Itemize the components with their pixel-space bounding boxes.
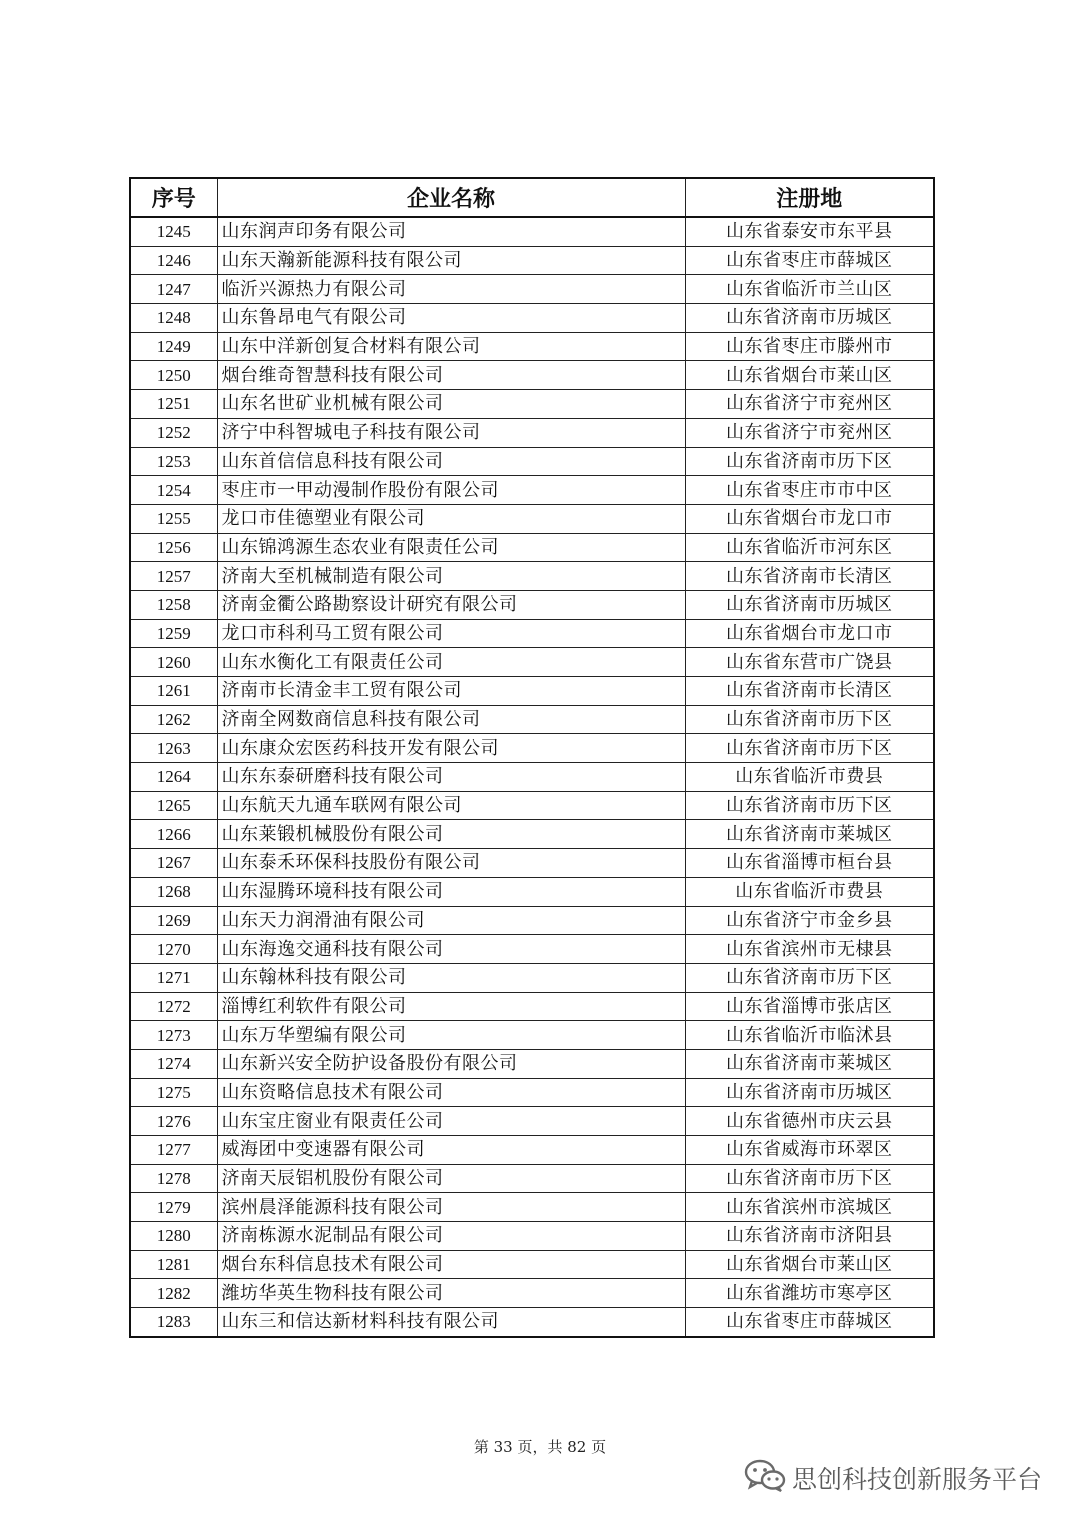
serial-cell: 1280 (130, 1222, 217, 1251)
registration-place-cell: 山东省枣庄市薛城区 (685, 1308, 934, 1337)
serial-cell: 1271 (130, 963, 217, 992)
serial-cell: 1257 (130, 562, 217, 591)
company-name-cell: 龙口市佳德塑业有限公司 (217, 504, 685, 533)
company-name-cell: 山东湿腾环境科技有限公司 (217, 877, 685, 906)
serial-cell: 1282 (130, 1279, 217, 1308)
table-row (130, 677, 934, 706)
registration-place-cell: 山东省济南市莱城区 (685, 820, 934, 849)
serial-cell: 1267 (130, 849, 217, 878)
table-row (130, 1250, 934, 1279)
serial-cell: 1264 (130, 763, 217, 792)
table-row (130, 849, 934, 878)
company-name-cell: 山东三和信达新材料科技有限公司 (217, 1308, 685, 1337)
registration-place-cell: 山东省枣庄市市中区 (685, 476, 934, 505)
company-name-cell: 山东锦鸿源生态农业有限责任公司 (217, 533, 685, 562)
registration-place-cell: 山东省济南市历下区 (685, 1164, 934, 1193)
company-name-cell: 济南栋源水泥制品有限公司 (217, 1222, 685, 1251)
company-name-cell: 山东航天九通车联网有限公司 (217, 791, 685, 820)
table-row (130, 1136, 934, 1165)
company-name-cell: 济南金衢公路勘察设计研究有限公司 (217, 590, 685, 619)
company-name-cell: 山东润声印务有限公司 (217, 217, 685, 246)
serial-cell: 1249 (130, 332, 217, 361)
registration-place-cell: 山东省济南市长清区 (685, 677, 934, 706)
company-name-cell: 山东资略信息技术有限公司 (217, 1078, 685, 1107)
serial-cell: 1252 (130, 418, 217, 447)
company-name-cell: 山东海逸交通科技有限公司 (217, 935, 685, 964)
serial-cell: 1260 (130, 648, 217, 677)
serial-cell: 1263 (130, 734, 217, 763)
table-row (130, 217, 934, 246)
serial-cell: 1272 (130, 992, 217, 1021)
registration-place-cell: 山东省济南市历城区 (685, 590, 934, 619)
table-row (130, 619, 934, 648)
table-row (130, 935, 934, 964)
serial-cell: 1275 (130, 1078, 217, 1107)
registration-place-cell: 山东省临沂市费县 (685, 763, 934, 792)
company-name-cell: 山东水衡化工有限责任公司 (217, 648, 685, 677)
company-name-cell: 济宁中科智城电子科技有限公司 (217, 418, 685, 447)
company-name-cell: 威海团中变速器有限公司 (217, 1136, 685, 1165)
registration-place-cell: 山东省烟台市莱山区 (685, 361, 934, 390)
registration-place-cell: 山东省济南市历下区 (685, 963, 934, 992)
registration-place-cell: 山东省济南市历下区 (685, 734, 934, 763)
serial-cell: 1258 (130, 590, 217, 619)
company-name-cell: 山东新兴安全防护设备股份有限公司 (217, 1049, 685, 1078)
serial-cell: 1278 (130, 1164, 217, 1193)
table-row (130, 992, 934, 1021)
company-name-cell: 山东鲁昂电气有限公司 (217, 304, 685, 333)
page-number: 第 33 页，共 82 页 (473, 1438, 607, 1456)
serial-cell: 1250 (130, 361, 217, 390)
table-header-row (130, 178, 934, 217)
company-name-cell: 烟台东科信息技术有限公司 (217, 1250, 685, 1279)
serial-cell: 1268 (130, 877, 217, 906)
serial-cell: 1247 (130, 275, 217, 304)
company-name-cell: 临沂兴源热力有限公司 (217, 275, 685, 304)
table-row (130, 1164, 934, 1193)
company-name-cell: 山东康众宏医药科技开发有限公司 (217, 734, 685, 763)
company-name-cell: 烟台维奇智慧科技有限公司 (217, 361, 685, 390)
serial-cell: 1265 (130, 791, 217, 820)
serial-cell: 1269 (130, 906, 217, 935)
company-name-cell: 山东宝庄窗业有限责任公司 (217, 1107, 685, 1136)
serial-cell: 1261 (130, 677, 217, 706)
company-table (129, 177, 935, 1338)
serial-cell: 1276 (130, 1107, 217, 1136)
table-row (130, 648, 934, 677)
registration-place-cell: 山东省济宁市金乡县 (685, 906, 934, 935)
table-row (130, 1049, 934, 1078)
serial-cell: 1259 (130, 619, 217, 648)
serial-cell: 1251 (130, 390, 217, 419)
registration-place-cell: 山东省烟台市龙口市 (685, 619, 934, 648)
table-row (130, 1193, 934, 1222)
company-name-cell: 山东东泰研磨科技有限公司 (217, 763, 685, 792)
header-registration-place: 注册地 (685, 178, 934, 217)
registration-place-cell: 山东省威海市环翠区 (685, 1136, 934, 1165)
table-row (130, 734, 934, 763)
table-row (130, 1308, 934, 1337)
table-row (130, 361, 934, 390)
registration-place-cell: 山东省烟台市龙口市 (685, 504, 934, 533)
company-name-cell: 山东莱锻机械股份有限公司 (217, 820, 685, 849)
table-row (130, 562, 934, 591)
header-serial: 序号 (130, 178, 217, 217)
serial-cell: 1253 (130, 447, 217, 476)
table-row (130, 705, 934, 734)
serial-cell: 1274 (130, 1049, 217, 1078)
table-row (130, 877, 934, 906)
registration-place-cell: 山东省济南市长清区 (685, 562, 934, 591)
table-row (130, 275, 934, 304)
registration-place-cell: 山东省济南市济阳县 (685, 1222, 934, 1251)
company-name-cell: 济南大至机械制造有限公司 (217, 562, 685, 591)
table-row (130, 906, 934, 935)
serial-cell: 1283 (130, 1308, 217, 1337)
registration-place-cell: 山东省烟台市莱山区 (685, 1250, 934, 1279)
serial-cell: 1248 (130, 304, 217, 333)
wechat-icon (744, 1458, 786, 1498)
registration-place-cell: 山东省济南市历下区 (685, 447, 934, 476)
company-name-cell: 山东名世矿业机械有限公司 (217, 390, 685, 419)
registration-place-cell: 山东省淄博市桓台县 (685, 849, 934, 878)
serial-cell: 1254 (130, 476, 217, 505)
table-row (130, 1279, 934, 1308)
serial-cell: 1255 (130, 504, 217, 533)
company-name-cell: 山东翰林科技有限公司 (217, 963, 685, 992)
company-name-cell: 淄博红利软件有限公司 (217, 992, 685, 1021)
company-name-cell: 济南全网数商信息科技有限公司 (217, 705, 685, 734)
table-row (130, 763, 934, 792)
company-name-cell: 枣庄市一甲动漫制作股份有限公司 (217, 476, 685, 505)
registration-place-cell: 山东省潍坊市寒亭区 (685, 1279, 934, 1308)
table-row (130, 504, 934, 533)
registration-place-cell: 山东省枣庄市薛城区 (685, 246, 934, 275)
registration-place-cell: 山东省东营市广饶县 (685, 648, 934, 677)
registration-place-cell: 山东省淄博市张店区 (685, 992, 934, 1021)
table-row (130, 1107, 934, 1136)
table-row (130, 1222, 934, 1251)
registration-place-cell: 山东省济南市历城区 (685, 304, 934, 333)
table-row (130, 590, 934, 619)
serial-cell: 1281 (130, 1250, 217, 1279)
company-name-cell: 济南市长清金丰工贸有限公司 (217, 677, 685, 706)
company-name-cell: 山东天力润滑油有限公司 (217, 906, 685, 935)
header-company-name: 企业名称 (217, 178, 685, 217)
table-row (130, 332, 934, 361)
table-row (130, 791, 934, 820)
company-name-cell: 龙口市科利马工贸有限公司 (217, 619, 685, 648)
registration-place-cell: 山东省临沂市河东区 (685, 533, 934, 562)
serial-cell: 1256 (130, 533, 217, 562)
company-name-cell: 山东天瀚新能源科技有限公司 (217, 246, 685, 275)
table-row (130, 476, 934, 505)
table-row (130, 304, 934, 333)
company-name-cell: 滨州晨泽能源科技有限公司 (217, 1193, 685, 1222)
serial-cell: 1273 (130, 1021, 217, 1050)
company-name-cell: 山东中洋新创复合材料有限公司 (217, 332, 685, 361)
registration-place-cell: 山东省临沂市费县 (685, 877, 934, 906)
serial-cell: 1262 (130, 705, 217, 734)
table-row (130, 820, 934, 849)
table-row (130, 390, 934, 419)
table-row (130, 246, 934, 275)
registration-place-cell: 山东省济宁市兖州区 (685, 390, 934, 419)
table-row (130, 418, 934, 447)
serial-cell: 1277 (130, 1136, 217, 1165)
company-name-cell: 山东泰禾环保科技股份有限公司 (217, 849, 685, 878)
serial-cell: 1266 (130, 820, 217, 849)
registration-place-cell: 山东省济南市历下区 (685, 791, 934, 820)
registration-place-cell: 山东省济南市历下区 (685, 705, 934, 734)
table-row (130, 447, 934, 476)
company-name-cell: 山东万华塑编有限公司 (217, 1021, 685, 1050)
registration-place-cell: 山东省济宁市兖州区 (685, 418, 934, 447)
serial-cell: 1270 (130, 935, 217, 964)
registration-place-cell: 山东省德州市庆云县 (685, 1107, 934, 1136)
registration-place-cell: 山东省临沂市兰山区 (685, 275, 934, 304)
company-name-cell: 济南天辰铝机股份有限公司 (217, 1164, 685, 1193)
table-row (130, 1078, 934, 1107)
table-row (130, 533, 934, 562)
registration-place-cell: 山东省泰安市东平县 (685, 217, 934, 246)
company-name-cell: 潍坊华英生物科技有限公司 (217, 1279, 685, 1308)
registration-place-cell: 山东省滨州市无棣县 (685, 935, 934, 964)
registration-place-cell: 山东省济南市莱城区 (685, 1049, 934, 1078)
registration-place-cell: 山东省滨州市滨城区 (685, 1193, 934, 1222)
registration-place-cell: 山东省临沂市临沭县 (685, 1021, 934, 1050)
serial-cell: 1279 (130, 1193, 217, 1222)
watermark (744, 1460, 1042, 1496)
table-row (130, 963, 934, 992)
company-name-cell: 山东首信信息科技有限公司 (217, 447, 685, 476)
table-row (130, 1021, 934, 1050)
serial-cell: 1246 (130, 246, 217, 275)
serial-cell: 1245 (130, 217, 217, 246)
registration-place-cell: 山东省济南市历城区 (685, 1078, 934, 1107)
watermark-text: 思创科技创新服务平台 (791, 1465, 1042, 1494)
registration-place-cell: 山东省枣庄市滕州市 (685, 332, 934, 361)
